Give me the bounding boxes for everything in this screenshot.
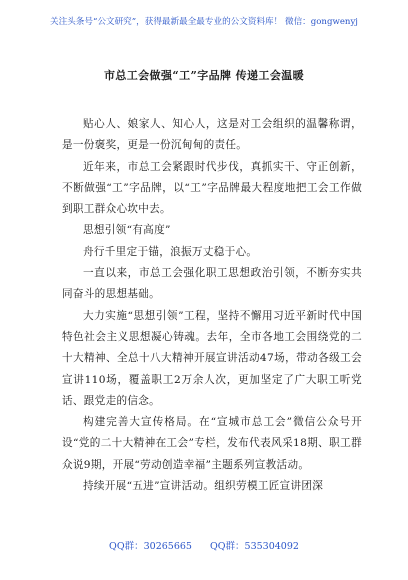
promo-banner: 关注头条号“公文研究”，获得最新最全最专业的公文资料库！ 微信：gongwenyj <box>50 17 358 27</box>
paragraph: 大力实施“思想引领”工程，坚持不懈用习近平新时代中国特色社会主义思想凝心铸魂。去年，全市各地工会围绕党的二十大精神、全总十八大精神开展宣讲活动47场，带动各级工会宣讲110场，覆盖职工2万余人次，更加坚定了广大职工听党话、跟党走的信念。 <box>62 309 362 407</box>
document-body <box>62 114 362 497</box>
footer-contact <box>0 538 408 552</box>
qq-group-1: QQ群：30265665 <box>109 541 192 552</box>
qq-group-2: QQ群：535304092 <box>209 541 299 552</box>
section-heading: 思想引领“有高度” <box>83 224 171 237</box>
paragraph: 贴心人、娘家人、知心人，这是对工会组织的温馨称谓，是一份褒奖，更是一份沉甸甸的责任。 <box>62 118 362 152</box>
paragraph: 一直以来，市总工会强化职工思想政治引领，不断夯实共同奋斗的思想基础。 <box>62 267 362 301</box>
paragraph: 舟行千里定于锚，浪振万丈稳于心。 <box>83 245 258 258</box>
paragraph: 近年来，市总工会紧跟时代步伐，真抓实干、守正创新，不断做强“工”字品牌，以“工”字品牌最大程度地把工会工作做到职工群众心坎中去。 <box>62 160 362 216</box>
document-title: 市总工会做强“工”字品牌 传递工会温暖 <box>103 69 305 82</box>
paragraph: 持续开展“五进”宣讲活动。组织劳模工匠宣讲团深 <box>83 480 324 493</box>
paragraph: 构建完善大宣传格局。在“宣城市总工会”微信公众号开设“党的二十大精神在工会”专栏，发布代表风采18期、职工群众说9期，开展“劳动创造幸福”主题系列宣教活动。 <box>62 416 362 471</box>
